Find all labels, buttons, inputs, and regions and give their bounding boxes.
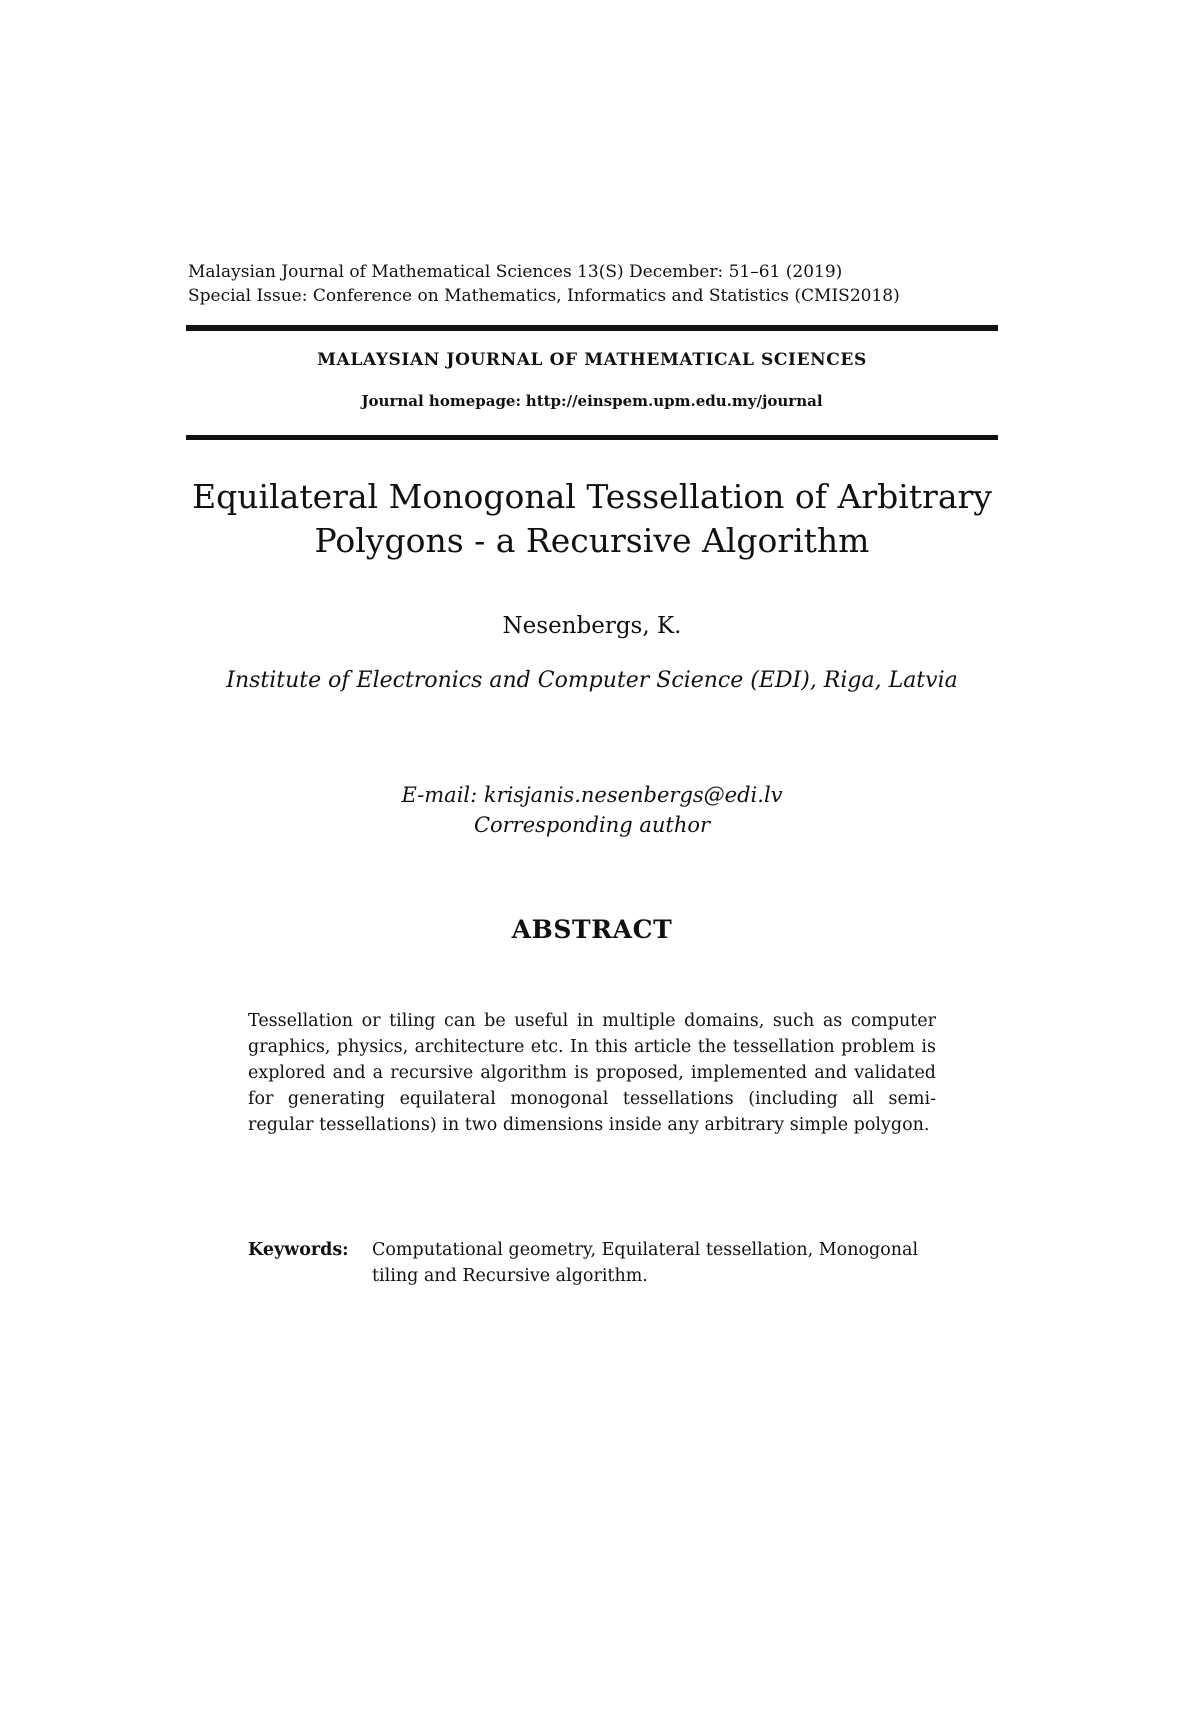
paper-title: Equilateral Monogonal Tessellation of Arbitrary Polygons - a Recursive Algorithm bbox=[192, 477, 992, 560]
journal-name: MALAYSIAN JOURNAL OF MATHEMATICAL SCIENCES bbox=[317, 350, 867, 370]
contact-block bbox=[186, 780, 998, 840]
journal-homepage bbox=[186, 392, 998, 410]
homepage-url[interactable]: http://einspem.upm.edu.my/journal bbox=[525, 392, 823, 410]
abstract-heading: ABSTRACT bbox=[511, 915, 673, 944]
keywords-text: Computational geometry, Equilateral tessellation, Monogonal tiling and Recursive algorithm. bbox=[372, 1240, 919, 1286]
corresponding-note: Corresponding author bbox=[473, 813, 711, 837]
abstract-text: Tessellation or tiling can be useful in multiple domains, such as computer graphics, physics, architecture etc. In this article the tessellation problem is explored and a recursive algorithm is proposed, implemented and validated for generating equilateral monogonal tessellations (including all semi-regular tessellations) in two dimensions inside any arbitrary simple polygon. bbox=[248, 1011, 936, 1135]
author-email[interactable]: E-mail: krisjanis.nesenbergs@edi.lv bbox=[401, 783, 783, 807]
header-line-2: Special Issue: Conference on Mathematics, Informatics and Statistics (CMIS2018) bbox=[188, 286, 900, 306]
author-affiliation: Institute of Electronics and Computer Science (EDI), Riga, Latvia bbox=[226, 668, 958, 693]
running-header bbox=[188, 260, 1008, 308]
header-line-1: Malaysian Journal of Mathematical Sciences 13(S) December: 51–61 (2019) bbox=[188, 262, 843, 282]
keywords-label: Keywords: bbox=[248, 1240, 349, 1260]
bottom-rule bbox=[186, 435, 998, 440]
keywords-block bbox=[248, 1237, 936, 1289]
author-name: Nesenbergs, K. bbox=[502, 613, 682, 639]
top-rule bbox=[186, 325, 998, 331]
homepage-label: Journal homepage: bbox=[361, 392, 522, 410]
